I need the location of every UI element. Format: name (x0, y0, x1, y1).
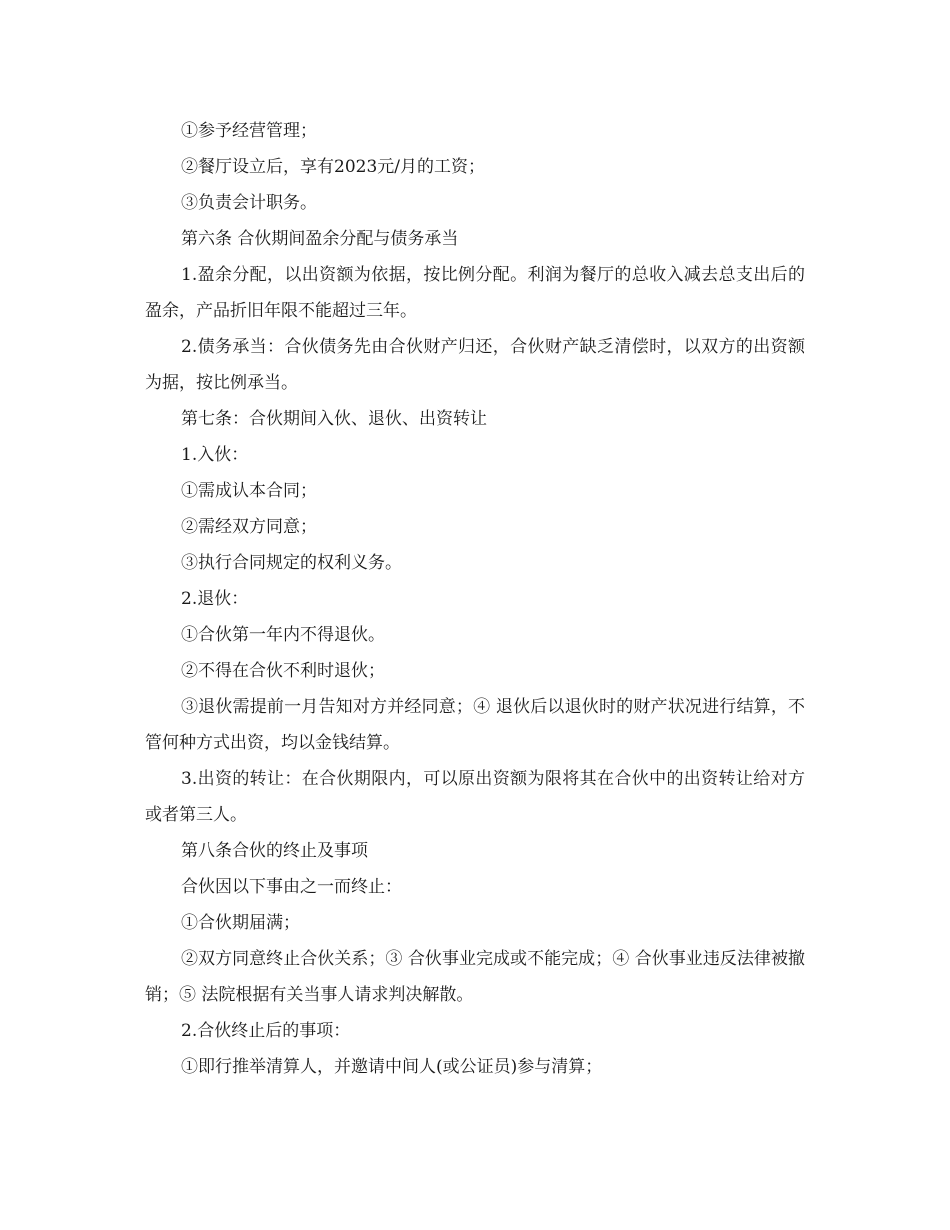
paragraph: ②需经双方同意； (181, 517, 317, 537)
paragraph: ③负责会计职务。 (181, 193, 317, 213)
section-heading: 第七条：合伙期间入伙、退伙、出资转让 (181, 409, 487, 429)
paragraph: ①即行推举清算人，并邀请中间人(或公证员)参与清算； (181, 1057, 603, 1077)
paragraph: ①合伙第一年内不得退伙。 (181, 625, 385, 645)
paragraph: ②不得在合伙不利时退伙； (181, 661, 385, 681)
document-page (145, 113, 805, 1085)
paragraph: 3.出资的转让：在合伙期限内，可以原出资额为限将其在合伙中的出资转让给对方或者第三人。 (145, 769, 805, 825)
section-heading: 第六条 合伙期间盈余分配与债务承当 (181, 229, 459, 249)
paragraph: ②双方同意终止合伙关系；③ 合伙事业完成或不能完成；④ 合伙事业违反法律被撤销；⑤ 法院根据有关当事人请求判决解散。 (145, 949, 805, 1005)
paragraph: ①合伙期届满； (181, 913, 300, 933)
paragraph: 2.合伙终止后的事项： (181, 1021, 351, 1041)
paragraph: ①参予经营管理； (181, 121, 317, 141)
paragraph: 1.盈余分配，以出资额为依据，按比例分配。利润为餐厅的总收入减去总支出后的盈余，产品折旧年限不能超过三年。 (145, 265, 805, 321)
paragraph: 2.退伙： (181, 589, 249, 609)
paragraph: 合伙因以下事由之一而终止： (181, 877, 402, 897)
paragraph: ③执行合同规定的权利义务。 (181, 553, 402, 573)
section-heading: 第八条合伙的终止及事项 (181, 841, 368, 861)
paragraph: 2.债务承当：合伙债务先由合伙财产归还，合伙财产缺乏清偿时，以双方的出资额为据，按比例承当。 (145, 337, 805, 393)
paragraph: ①需成认本合同； (181, 481, 317, 501)
paragraph: 1.入伙： (181, 445, 249, 465)
paragraph: ③退伙需提前一月告知对方并经同意；④ 退伙后以退伙时的财产状况进行结算，不管何种方式出资，均以金钱结算。 (145, 697, 805, 753)
paragraph: ②餐厅设立后，享有2023元/月的工资； (181, 157, 485, 177)
